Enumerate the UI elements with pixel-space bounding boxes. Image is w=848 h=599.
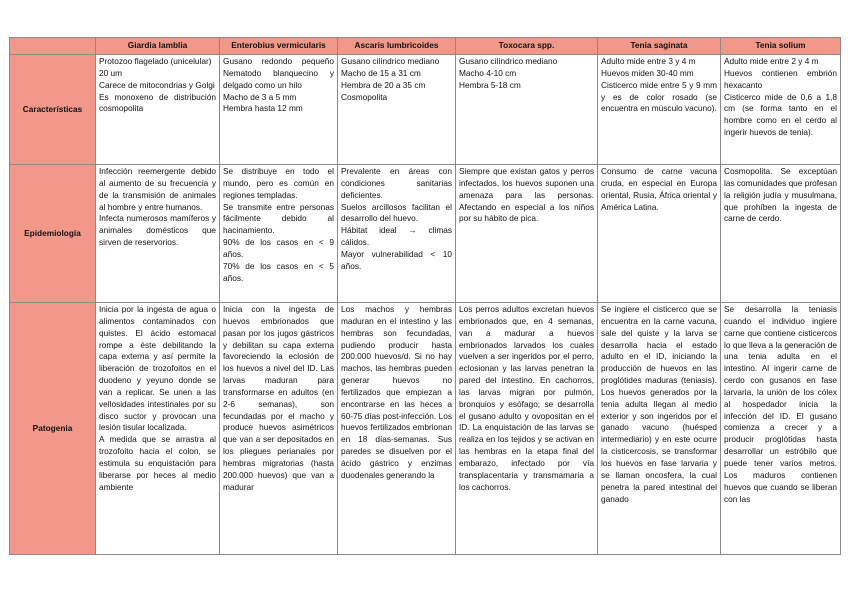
header-tenia-saginata: Tenia saginata (598, 38, 721, 55)
header-enterobius-vermicularis: Enterobius vermicularis (220, 38, 338, 55)
cell-text: Infecta numerosos mamíferos y animales domésticos que sirven de reservorios. (99, 213, 216, 248)
cell-text: Inicia con la ingesta de huevos embrionados que pasan por los jugos gástricos y debilitan su capa externa favoreciendo la eclosión de los huevos a nivel del ID. Las larvas maduran para transformarse en adultos (en 2-6 semanas), son fecundadas por el macho y produce huevos asimétricos que van a ser depositados en los pliegues perianales por hembras migratorias (hasta 200.000 huevos) que van a madurar (223, 304, 334, 492)
cell-text: Hembra hasta 12 mm (223, 103, 303, 114)
cell-enterobius (220, 165, 338, 303)
cell-text: Se transmite entre personas fácilmente debido al hacinamiento. (223, 201, 334, 236)
header-giardia-lamblia: Giardia lamblia (96, 38, 220, 55)
cell-text: Gusano cilíndrico mediano (459, 56, 558, 66)
patogenia-row (10, 303, 841, 555)
cell-text: Siempre que existan gatos y perros infectados, los huevos suponen una amenaza para las personas. Afectando en especial a los niños por su hábito de pica. (459, 166, 594, 224)
cell-text: Los machos y hembras maduran en el intestino y las hembras son fecundadas, pudiendo producir hasta 200.000 huevos/d. Si no hay machos, las hembras pueden generar huevos no fertilizados que empiezan a encontrarse en las heces a 60-75 días post-infección. Los huevos fertilizados embrionan en 18 días-semanas. Sus paredes se disuelven por el ácido gástrico y enzimas duodenales generando la (341, 304, 452, 480)
cell-text: Adulto mide entre 2 y 4 m (724, 56, 819, 66)
cell-toxocara (456, 165, 598, 303)
row-label: Características (10, 55, 96, 165)
header-row (10, 38, 841, 55)
cell-text: 90% de los casos en < 9 años. (223, 237, 334, 259)
row-label: Epidemiología (10, 165, 96, 303)
cell-text: Macho de 15 a 31 cm (341, 67, 421, 78)
cell-text: Inicia por la ingesta de agua o alimentos contaminados con quistes. El ácido estomacal rompe a éste debilitando la capa externa y así permite la liberación de trozofoitos en el duodeno y yeyuno donde se van a replicar. Se unen a las vellosidades intestinales por su disco suctor y provocan una lesión tisular localizada. (99, 304, 216, 433)
cell-text: Hembra de 20 a 35 cm (341, 79, 426, 90)
cell-enterobius (220, 55, 338, 165)
cell-ascaris (338, 165, 456, 303)
cell-text: Suelos arcillosos facilitan el desarrollo del huevo. (341, 201, 452, 224)
cell-text: Cisticerco mide entre 5 y 9 mm y es de color rosado (se encuentra en músculo vacuno). (601, 79, 717, 114)
cell-tenia-solium (721, 303, 841, 555)
row-label: Patogenia (10, 303, 96, 555)
header-toxocara: Toxocara spp. (456, 38, 598, 55)
header-ascaris-lumbricoides: Ascaris lumbricoides (338, 38, 456, 55)
cell-tenia-solium (721, 165, 841, 303)
cell-text: Cosmopolita. Se exceptúan las comunidades que profesan la religión judía y musulmana, que prohíben la ingesta de carne de cerdo. (724, 166, 837, 224)
cell-tenia-saginata (598, 55, 721, 165)
cell-text: Hábitat ideal → climas cálidos. (341, 225, 452, 248)
cell-tenia-saginata (598, 303, 721, 555)
cell-text: Macho de 3 a 5 mm (223, 91, 297, 102)
header-tenia-solium: Tenia solium (721, 38, 841, 55)
cell-text: Adulto mide entre 3 y 4 m (601, 56, 696, 66)
cell-tenia-solium (721, 55, 841, 165)
cell-text: Protozoo flagelado (unicelular) (99, 56, 212, 66)
epidemiologia-row (10, 165, 841, 303)
header-corner (10, 38, 96, 55)
cell-giardia (96, 55, 220, 165)
cell-text: Carece de mitocondrias y Golgi (99, 79, 215, 90)
cell-text: Se desarrolla la teniasis cuando el individuo ingiere carne que contiene cisticercos lo que lleva a la generación de una tenia adulta en el intestino. Al ingerir carne de cerdo con gusanos en fase larvaria, la unión de los cólex al hospedador inicia la infección del ID. El gusano comienza a crecer y a producir proglótidas hasta desarrollar un estróbilo que puede tener varios metros. Los maduros contienen huevos que cuando se liberan con las (724, 304, 837, 504)
cell-text: Se distribuye en todo el mundo, pero es común en regiones templadas. (223, 166, 334, 200)
cell-ascaris (338, 303, 456, 555)
cell-text: 20 um (99, 67, 123, 78)
cell-giardia (96, 303, 220, 555)
table-body (10, 38, 841, 555)
cell-enterobius (220, 303, 338, 555)
cell-text: Se ingiere el cisticerco que se encuentra en la carne vacuna, sale del quiste y la larva se desarrolla hacia el estado adulto en el ID, iniciando la producción de huevos en las proglótides maduras (teniasis). Los huevos generados por la tenia adulta llegan al medio exterior y son ingeridos por el ganado vacuno (huésped intermediario) y en este ocurre la cisticercosis, se transformar los huevos en fase larvaria y se llaman oncosfera, la cual penetra la pared intestinal del ganado (601, 304, 717, 504)
cell-giardia (96, 165, 220, 303)
cell-text: Gusano redondo pequeño Nematodo blanquecino y delgado como un hilo (223, 56, 334, 90)
cell-text: Hembra 5-18 cm (459, 79, 521, 90)
cell-text: Infección reemergente debido al aumento de su frecuencia y de la transmisión de animales al hombre y entre humanos. (99, 166, 216, 212)
cell-text: Macho 4-10 cm (459, 67, 517, 78)
cell-text: Gusano cilíndrico mediano (341, 56, 440, 66)
cell-tenia-saginata (598, 165, 721, 303)
cell-toxocara (456, 55, 598, 165)
cell-text: Mayor vulnerabilidad < 10 años. (341, 248, 452, 271)
cell-text: 70% de los casos en < 5 años. (223, 260, 334, 283)
cell-text: Prevalente en áreas con condiciones sanitarias deficientes. (341, 166, 452, 200)
cell-text: A medida que se arrastra al trozofoito hacia el colon, se estimula su enquistación para liberarse por heces al medio ambiente (99, 434, 216, 492)
cell-toxocara (456, 303, 598, 555)
cell-text: Consumo de carne vacuna cruda, en especial en Europa oriental, Rusia, África oriental y América Latina. (601, 166, 717, 212)
cell-text: Es monoxeno de distribución cosmopolita (99, 91, 216, 114)
cell-text: Huevos miden 30-40 mm (601, 67, 694, 78)
cell-text: Los perros adultos excretan huevos embrionados que, en 4 semanas, van a madurar a huevos embrionados larvados los cuales vuelven a ser ingeridos por el perro, eclosionan y las larvas penetran la pared del intestino. En cachorros, las larvas migran por pulmón, bronquios y esófago; se desarrolla el gusano adulto y ovopositan en el ID. La enquistación de las larvas se realiza en los tejidos y se activan en las hembras en la etapa final del embarazo, infectado por vía transplacentaria y transmamaria a los cachorros. (459, 304, 594, 492)
caracteristicas-row (10, 55, 841, 165)
cell-text: Cosmopolita (341, 91, 388, 102)
cell-text: Cisticerco mide de 0,6 a 1,8 cm (se forma tanto en el hombre como en el cerdo al ingerir huevos de tenia). (724, 91, 837, 138)
parasite-comparison-table (9, 37, 841, 555)
cell-ascaris (338, 55, 456, 165)
cell-text: Huevos contienen embrión hexacanto (724, 67, 837, 90)
